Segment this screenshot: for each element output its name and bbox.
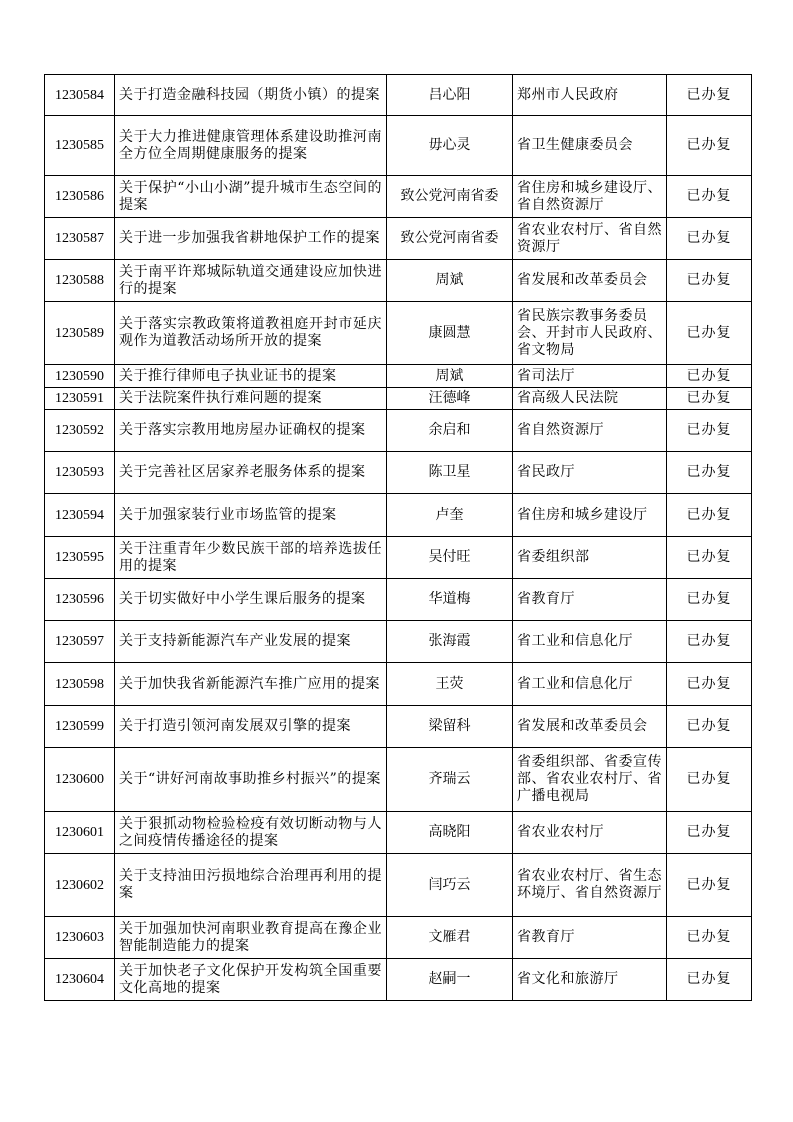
proposer-name: 陈卫星: [387, 452, 513, 494]
status-text: 已办复: [667, 388, 752, 410]
proposal-title: 关于进一步加强我省耕地保护工作的提案: [115, 218, 387, 260]
status-text: 已办复: [667, 579, 752, 621]
table-row: [45, 116, 752, 176]
status-text: 已办复: [667, 494, 752, 537]
status-text: 已办复: [667, 365, 752, 388]
status-text: 已办复: [667, 854, 752, 917]
proposer-name: 赵嗣一: [387, 959, 513, 1001]
status-text: 已办复: [667, 621, 752, 663]
proposal-title: 关于加强家装行业市场监管的提案: [115, 494, 387, 537]
proposer-name: 吕心阳: [387, 75, 513, 116]
table-row: [45, 537, 752, 579]
proposal-title: 关于支持油田污损地综合治理再利用的提案: [115, 854, 387, 917]
proposer-name: 吴付旺: [387, 537, 513, 579]
proposer-name: 华道梅: [387, 579, 513, 621]
proposer-name: 汪德峰: [387, 388, 513, 410]
proposer-name: 致公党河南省委: [387, 218, 513, 260]
table-row: [45, 663, 752, 706]
proposal-title: 关于支持新能源汽车产业发展的提案: [115, 621, 387, 663]
proposal-title: 关于注重青年少数民族干部的培养选拔任用的提案: [115, 537, 387, 579]
proposer-name: 康圆慧: [387, 302, 513, 365]
proposal-title: 关于狠抓动物检验检疫有效切断动物与人之间疫情传播途径的提案: [115, 812, 387, 854]
table-row: [45, 260, 752, 302]
proposal-title: 关于推行律师电子执业证书的提案: [115, 365, 387, 388]
proposer-name: 高晓阳: [387, 812, 513, 854]
proposal-title: 关于加强加快河南职业教育提高在豫企业智能制造能力的提案: [115, 917, 387, 959]
handling-department: 省民政厅: [513, 452, 667, 494]
status-text: 已办复: [667, 75, 752, 116]
proposal-id: 1230602: [45, 854, 115, 917]
handling-department: 省农业农村厅、省生态环境厅、省自然资源厅: [513, 854, 667, 917]
proposer-name: 卢奎: [387, 494, 513, 537]
proposal-id: 1230589: [45, 302, 115, 365]
proposal-id: 1230604: [45, 959, 115, 1001]
proposer-name: 张海霞: [387, 621, 513, 663]
proposer-name: 周斌: [387, 260, 513, 302]
status-text: 已办复: [667, 706, 752, 748]
proposal-title: 关于落实宗教政策将道教祖庭开封市延庆观作为道教活动场所开放的提案: [115, 302, 387, 365]
proposal-title: 关于落实宗教用地房屋办证确权的提案: [115, 410, 387, 452]
table-row: [45, 452, 752, 494]
status-text: 已办复: [667, 218, 752, 260]
handling-department: 省住房和城乡建设厅、省自然资源厅: [513, 176, 667, 218]
proposal-id: 1230598: [45, 663, 115, 706]
table-row: [45, 854, 752, 917]
table-row: [45, 410, 752, 452]
table-row: [45, 812, 752, 854]
table-row: [45, 365, 752, 388]
proposal-id: 1230597: [45, 621, 115, 663]
proposal-id: 1230596: [45, 579, 115, 621]
table-row: [45, 302, 752, 365]
proposal-id: 1230588: [45, 260, 115, 302]
table-row: [45, 917, 752, 959]
proposal-id: 1230585: [45, 116, 115, 176]
proposal-id: 1230600: [45, 748, 115, 812]
handling-department: 省住房和城乡建设厅: [513, 494, 667, 537]
proposal-id: 1230603: [45, 917, 115, 959]
status-text: 已办复: [667, 663, 752, 706]
table-row: [45, 218, 752, 260]
status-text: 已办复: [667, 812, 752, 854]
table-row: [45, 621, 752, 663]
status-text: 已办复: [667, 452, 752, 494]
proposal-table-body: [45, 75, 752, 1001]
handling-department: 省卫生健康委员会: [513, 116, 667, 176]
handling-department: 省民族宗教事务委员会、开封市人民政府、省文物局: [513, 302, 667, 365]
handling-department: 郑州市人民政府: [513, 75, 667, 116]
proposal-id: 1230595: [45, 537, 115, 579]
proposer-name: 周斌: [387, 365, 513, 388]
handling-department: 省工业和信息化厅: [513, 621, 667, 663]
handling-department: 省高级人民法院: [513, 388, 667, 410]
proposal-id: 1230590: [45, 365, 115, 388]
table-row: [45, 494, 752, 537]
proposal-id: 1230587: [45, 218, 115, 260]
proposal-title: 关于保护“小山小湖”提升城市生态空间的提案: [115, 176, 387, 218]
table-row: [45, 748, 752, 812]
proposal-id: 1230586: [45, 176, 115, 218]
status-text: 已办复: [667, 748, 752, 812]
handling-department: 省司法厅: [513, 365, 667, 388]
proposer-name: 致公党河南省委: [387, 176, 513, 218]
proposal-title: 关于加快老子文化保护开发构筑全国重要文化高地的提案: [115, 959, 387, 1001]
proposal-id: 1230594: [45, 494, 115, 537]
handling-department: 省委组织部、省委宣传部、省农业农村厅、省广播电视局: [513, 748, 667, 812]
proposer-name: 余启和: [387, 410, 513, 452]
handling-department: 省农业农村厅: [513, 812, 667, 854]
handling-department: 省发展和改革委员会: [513, 706, 667, 748]
status-text: 已办复: [667, 537, 752, 579]
proposal-id: 1230584: [45, 75, 115, 116]
status-text: 已办复: [667, 917, 752, 959]
handling-department: 省工业和信息化厅: [513, 663, 667, 706]
proposal-title: 关于“讲好河南故事助推乡村振兴”的提案: [115, 748, 387, 812]
table-row: [45, 579, 752, 621]
status-text: 已办复: [667, 959, 752, 1001]
table-row: [45, 388, 752, 410]
handling-department: 省教育厅: [513, 579, 667, 621]
status-text: 已办复: [667, 176, 752, 218]
proposal-title: 关于打造金融科技园（期货小镇）的提案: [115, 75, 387, 116]
proposal-title: 关于法院案件执行难问题的提案: [115, 388, 387, 410]
table-row: [45, 176, 752, 218]
proposer-name: 闫巧云: [387, 854, 513, 917]
proposer-name: 梁留科: [387, 706, 513, 748]
status-text: 已办复: [667, 410, 752, 452]
proposer-name: 文雁君: [387, 917, 513, 959]
table-row: [45, 706, 752, 748]
table-row: [45, 959, 752, 1001]
handling-department: 省自然资源厅: [513, 410, 667, 452]
proposal-id: 1230601: [45, 812, 115, 854]
proposal-title: 关于完善社区居家养老服务体系的提案: [115, 452, 387, 494]
handling-department: 省农业农村厅、省自然资源厅: [513, 218, 667, 260]
proposer-name: 毋心灵: [387, 116, 513, 176]
proposal-title: 关于切实做好中小学生课后服务的提案: [115, 579, 387, 621]
proposal-title: 关于打造引领河南发展双引擎的提案: [115, 706, 387, 748]
proposal-id: 1230599: [45, 706, 115, 748]
handling-department: 省发展和改革委员会: [513, 260, 667, 302]
handling-department: 省文化和旅游厅: [513, 959, 667, 1001]
proposal-title: 关于加快我省新能源汽车推广应用的提案: [115, 663, 387, 706]
status-text: 已办复: [667, 116, 752, 176]
table-row: [45, 75, 752, 116]
handling-department: 省教育厅: [513, 917, 667, 959]
proposal-title: 关于大力推进健康管理体系建设助推河南全方位全周期健康服务的提案: [115, 116, 387, 176]
proposal-title: 关于南平许郑城际轨道交通建设应加快进行的提案: [115, 260, 387, 302]
handling-department: 省委组织部: [513, 537, 667, 579]
status-text: 已办复: [667, 260, 752, 302]
proposal-id: 1230593: [45, 452, 115, 494]
proposal-id: 1230592: [45, 410, 115, 452]
proposer-name: 王荧: [387, 663, 513, 706]
proposer-name: 齐瑞云: [387, 748, 513, 812]
status-text: 已办复: [667, 302, 752, 365]
proposal-table: [44, 74, 752, 1001]
proposal-id: 1230591: [45, 388, 115, 410]
